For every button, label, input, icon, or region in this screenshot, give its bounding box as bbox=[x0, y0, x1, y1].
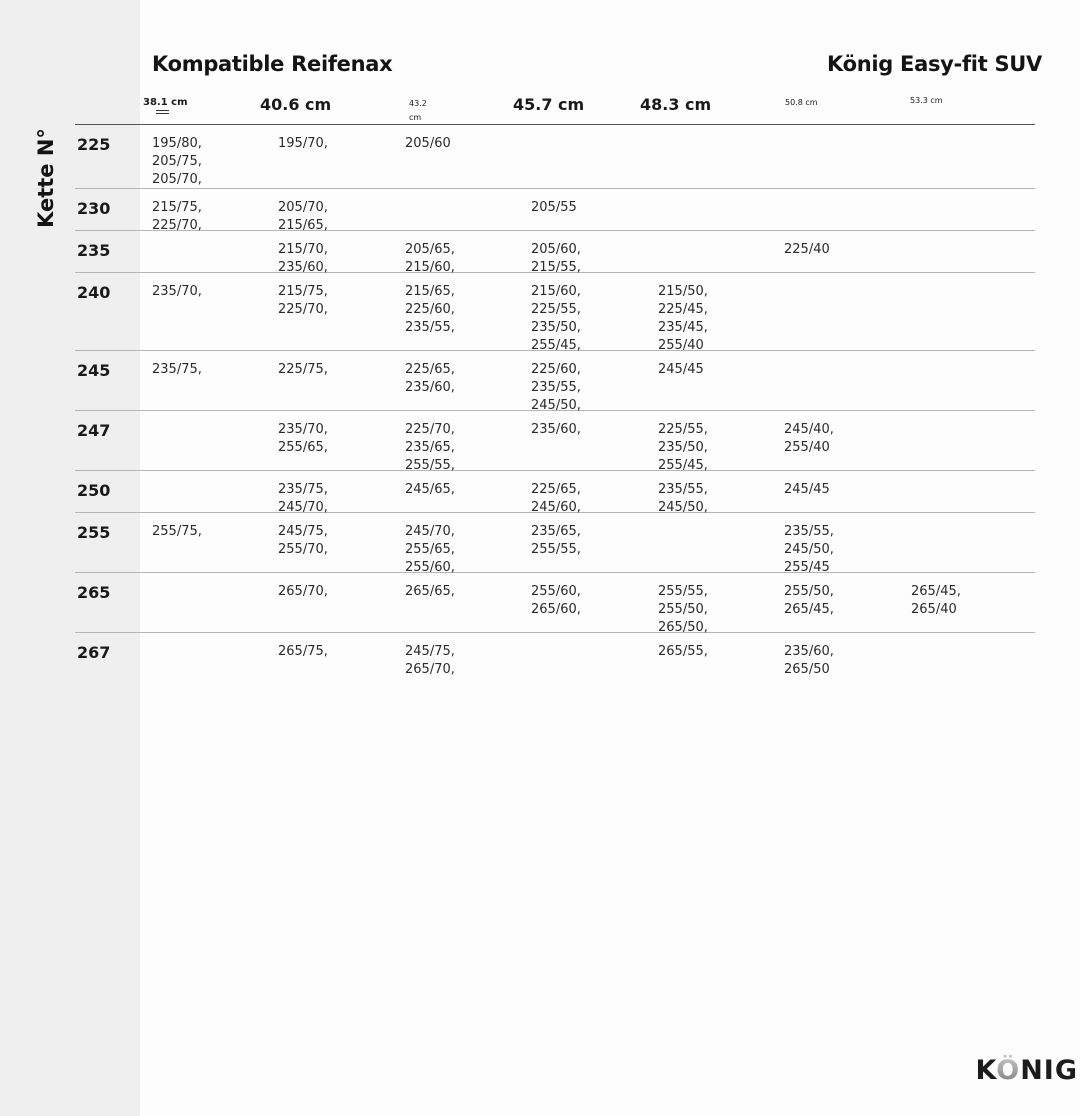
tire-sizes-cell: 265/65, bbox=[405, 584, 455, 599]
tire-sizes-cell: 215/65, 225/60, 235/55, bbox=[405, 284, 455, 335]
tire-sizes-cell: 255/55, 255/50, 265/50, bbox=[658, 584, 708, 635]
tire-sizes-cell: 265/45, 265/40 bbox=[911, 584, 961, 617]
column-header-38-1: 38.1 cm bbox=[143, 97, 188, 108]
tire-sizes-cell: 265/55, bbox=[658, 644, 708, 659]
table-row bbox=[75, 273, 1035, 351]
tire-sizes-cell: 205/65, 215/60, bbox=[405, 242, 455, 275]
tire-sizes-cell: 235/70, 255/65, bbox=[278, 422, 328, 455]
column-header-48-3: 48.3 cm bbox=[640, 95, 712, 114]
tire-sizes-cell: 205/60 bbox=[405, 136, 451, 151]
tire-sizes-cell: 235/70, bbox=[152, 284, 202, 299]
column-header-43-2: 43.2 cm bbox=[409, 99, 427, 122]
table-row bbox=[75, 351, 1035, 411]
product-title: König Easy-fit SUV bbox=[827, 52, 1042, 76]
tire-sizes-cell: 195/80, 205/75, 205/70, bbox=[152, 136, 202, 187]
tire-sizes-cell: 245/45 bbox=[658, 362, 704, 377]
chain-number: 230 bbox=[77, 199, 111, 218]
tire-sizes-cell: 255/50, 265/45, bbox=[784, 584, 834, 617]
table-row bbox=[75, 471, 1035, 513]
tire-sizes-cell: 245/40, 255/40 bbox=[784, 422, 834, 455]
tire-sizes-cell: 225/75, bbox=[278, 362, 328, 377]
tire-sizes-cell: 235/75, bbox=[152, 362, 202, 377]
column-header-40-6: 40.6 cm bbox=[260, 95, 332, 114]
chain-number: 245 bbox=[77, 361, 111, 380]
chain-number: 265 bbox=[77, 583, 111, 602]
tire-sizes-cell: 215/50, 225/45, 235/45, 255/40 bbox=[658, 284, 708, 353]
tire-sizes-cell: 265/70, bbox=[278, 584, 328, 599]
chain-number: 235 bbox=[77, 241, 111, 260]
chain-number: 247 bbox=[77, 421, 111, 440]
table-row bbox=[75, 189, 1035, 231]
tire-sizes-cell: 225/65, 235/60, bbox=[405, 362, 455, 395]
chain-number: 240 bbox=[77, 283, 111, 302]
logo-k: K bbox=[975, 1055, 997, 1086]
tire-sizes-cell: 235/60, 265/50 bbox=[784, 644, 834, 677]
column-header-mark bbox=[156, 110, 169, 114]
table-row bbox=[75, 513, 1035, 573]
tire-sizes-cell: 215/75, 225/70, bbox=[278, 284, 328, 317]
tire-sizes-cell: 215/75, 225/70, bbox=[152, 200, 202, 233]
tire-sizes-cell: 215/70, 235/60, bbox=[278, 242, 328, 275]
tire-sizes-cell: 225/65, 245/60, bbox=[531, 482, 581, 515]
tire-sizes-cell: 235/55, 245/50, bbox=[658, 482, 708, 515]
tire-sizes-cell: 225/40 bbox=[784, 242, 830, 257]
tire-sizes-cell: 205/55 bbox=[531, 200, 577, 215]
tire-sizes-cell: 225/60, 235/55, 245/50, bbox=[531, 362, 581, 413]
tire-sizes-cell: 245/65, bbox=[405, 482, 455, 497]
chain-number: 267 bbox=[77, 643, 111, 662]
tire-sizes-cell: 205/70, 215/65, bbox=[278, 200, 328, 233]
table-row bbox=[75, 573, 1035, 633]
table-row bbox=[75, 125, 1035, 189]
tire-sizes-cell: 245/70, 255/65, 255/60, bbox=[405, 524, 455, 575]
chain-number: 255 bbox=[77, 523, 111, 542]
tire-sizes-cell: 235/75, 245/70, bbox=[278, 482, 328, 515]
table-row bbox=[75, 411, 1035, 471]
tire-sizes-cell: 255/75, bbox=[152, 524, 202, 539]
tire-sizes-cell: 195/70, bbox=[278, 136, 328, 151]
compatible-tires-title: Kompatible Reifenax bbox=[152, 52, 393, 76]
logo-o-umlaut: Ö bbox=[996, 1055, 1021, 1086]
column-header-45-7: 45.7 cm bbox=[513, 95, 585, 114]
tire-sizes-cell: 235/65, 255/55, bbox=[531, 524, 581, 557]
tire-sizes-cell: 205/60, 215/55, bbox=[531, 242, 581, 275]
tire-sizes-cell: 265/75, bbox=[278, 644, 328, 659]
chain-number-label: Kette N° bbox=[34, 128, 58, 228]
tire-sizes-cell: 215/60, 225/55, 235/50, 255/45, bbox=[531, 284, 581, 353]
column-header-53-3: 53.3 cm bbox=[910, 96, 943, 105]
tire-sizes-cell: 235/55, 245/50, 255/45 bbox=[784, 524, 834, 575]
tire-sizes-cell: 225/55, 235/50, 255/45, bbox=[658, 422, 708, 473]
tire-sizes-cell: 225/70, 235/65, 255/55, bbox=[405, 422, 455, 473]
konig-logo bbox=[976, 1057, 1078, 1084]
tire-sizes-cell: 245/75, 255/70, bbox=[278, 524, 328, 557]
tire-sizes-cell: 255/60, 265/60, bbox=[531, 584, 581, 617]
logo-suffix: NIG bbox=[1020, 1055, 1078, 1086]
table-row bbox=[75, 231, 1035, 273]
tire-sizes-cell: 245/45 bbox=[784, 482, 830, 497]
chain-number: 250 bbox=[77, 481, 111, 500]
table-row bbox=[75, 633, 1035, 679]
tire-sizes-cell: 235/60, bbox=[531, 422, 581, 437]
tire-sizes-cell: 245/75, 265/70, bbox=[405, 644, 455, 677]
column-header-50-8: 50.8 cm bbox=[785, 98, 818, 107]
chain-number: 225 bbox=[77, 135, 111, 154]
